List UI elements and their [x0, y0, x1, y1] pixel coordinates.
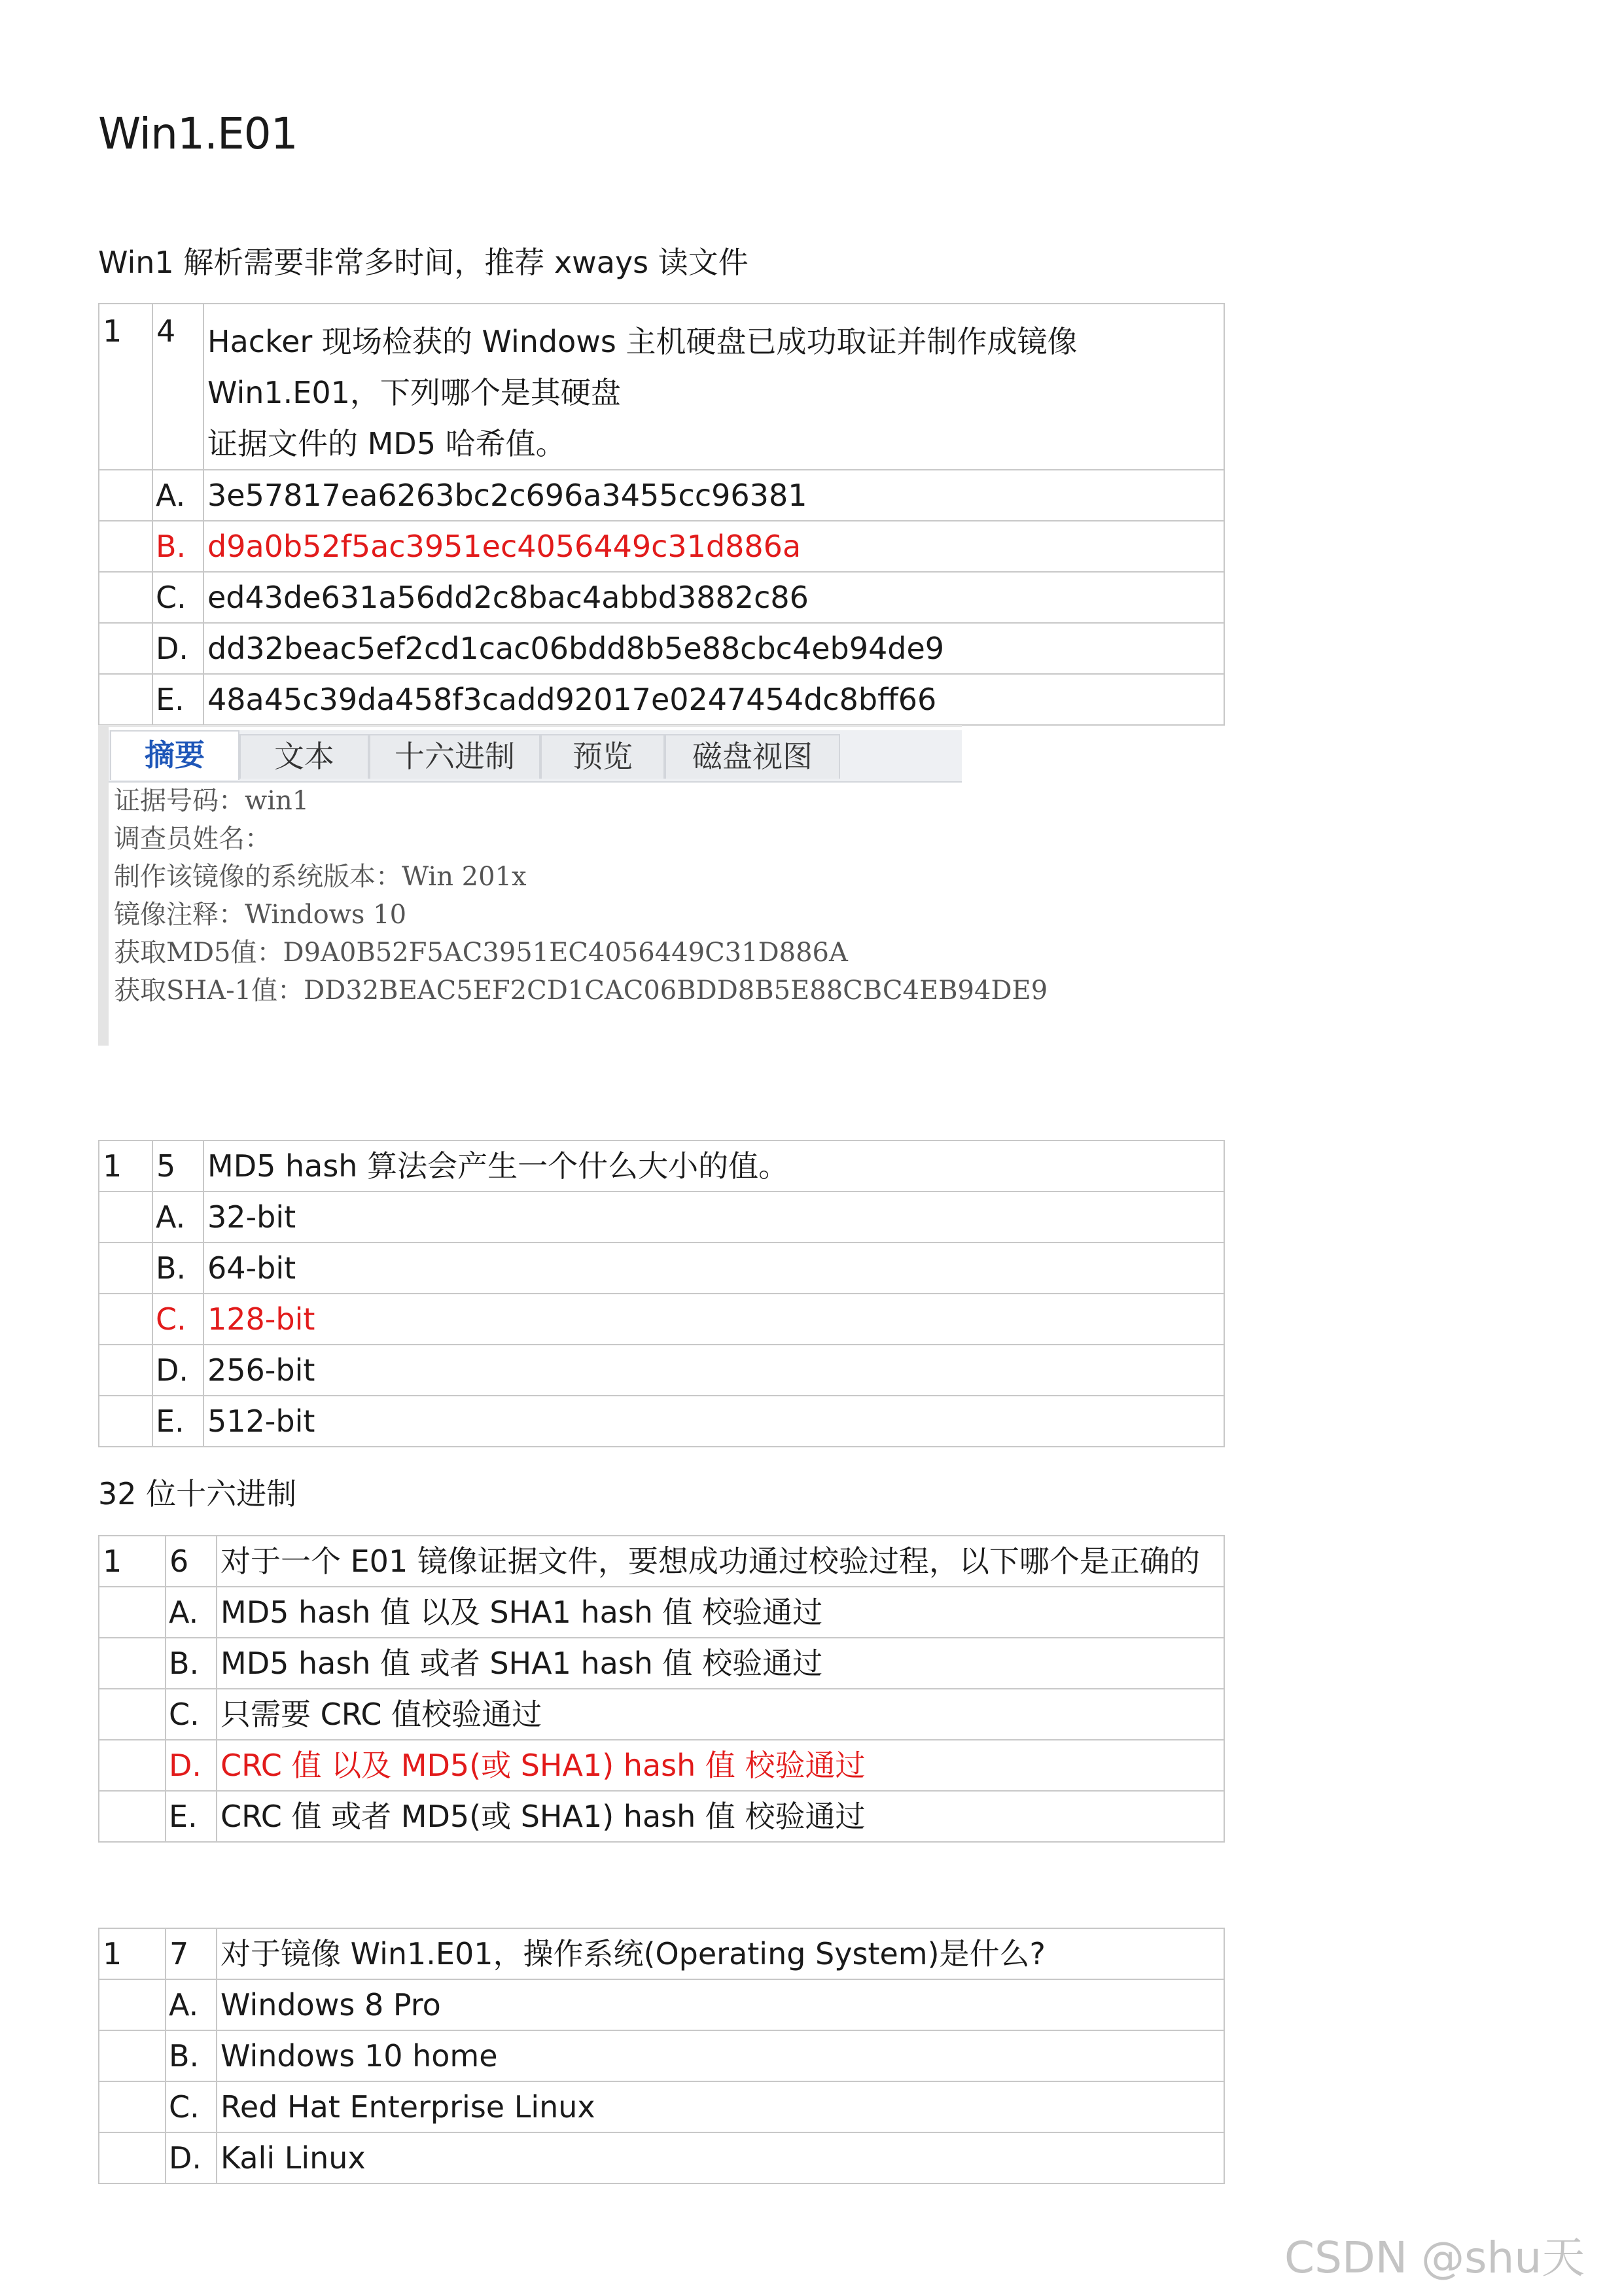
option-text: d9a0b52f5ac3951ec4056449c31d886a: [203, 521, 1224, 572]
option-text: CRC 值 或者 MD5(或 SHA1) hash 值 校验通过: [217, 1791, 1224, 1842]
option-text: 128-bit: [203, 1294, 1224, 1345]
option-label: B.: [152, 521, 203, 572]
csdn-watermark: CSDN @shu天: [1284, 2233, 1585, 2283]
option-row: [99, 674, 1224, 725]
option-row: [99, 1638, 1224, 1689]
option-row: [99, 623, 1224, 674]
option-label: D.: [166, 2132, 217, 2183]
option-row: [99, 2132, 1224, 2183]
option-row: [99, 1192, 1224, 1243]
option-text: dd32beac5ef2cd1cac06bdd8b5e88cbc4eb94de9: [203, 623, 1224, 674]
option-label: E.: [166, 1791, 217, 1842]
option-label: D.: [152, 623, 203, 674]
option-label: A.: [166, 1979, 217, 2030]
option-row: [99, 1979, 1224, 2030]
option-row: [99, 470, 1224, 521]
tab-summary[interactable]: 摘要: [110, 730, 239, 780]
option-row-answer: [99, 1294, 1224, 1345]
option-text: ed43de631a56dd2c8bac4abbd3882c86: [203, 572, 1224, 623]
scrollbar-track: [98, 725, 109, 1046]
option-label: B.: [166, 2030, 217, 2081]
divider: [109, 781, 962, 783]
question-num-b: 5: [152, 1140, 203, 1192]
page-title: Win1.E01: [98, 109, 298, 159]
option-label: E.: [152, 674, 203, 725]
tab-hex[interactable]: 十六进制: [369, 734, 540, 779]
option-label: C.: [152, 572, 203, 623]
option-text: CRC 值 以及 MD5(或 SHA1) hash 值 校验通过: [217, 1740, 1224, 1791]
option-text: 512-bit: [203, 1396, 1224, 1447]
option-row: [99, 1587, 1224, 1638]
option-label: D.: [152, 1345, 203, 1396]
option-label: C.: [152, 1294, 203, 1345]
question-table-17: [98, 1928, 1225, 2184]
option-label: C.: [166, 2081, 217, 2132]
examiner-name: 调查员姓名：: [114, 824, 271, 854]
question-num-a: 1: [99, 304, 152, 470]
option-text: Kali Linux: [217, 2132, 1224, 2183]
sha1-value: 获取SHA-1值：DD32BEAC5EF2CD1CAC06BDD8B5E88CBC4EB94DE9: [114, 976, 1048, 1006]
question-stem: [203, 304, 1224, 470]
intro-text: Win1 解析需要非常多时间，推荐 xways 读文件: [98, 245, 749, 280]
option-text: 只需要 CRC 值校验通过: [217, 1689, 1224, 1740]
option-label: A.: [166, 1587, 217, 1638]
option-row: [99, 1791, 1224, 1842]
stem-line: Hacker 现场检获的 Windows 主机硬盘已成功取证并制作成镜像: [207, 324, 1078, 359]
option-text: 64-bit: [203, 1243, 1224, 1294]
option-row: [99, 1396, 1224, 1447]
stem-line: 证据文件的 MD5 哈希值。: [207, 426, 566, 461]
option-row: [99, 2030, 1224, 2081]
question-num-a: 1: [99, 1928, 166, 1979]
tab-text[interactable]: 文本: [239, 734, 369, 779]
question-stem-row: [99, 1536, 1224, 1587]
option-label: A.: [152, 1192, 203, 1243]
image-notes: 镜像注释：Windows 10: [114, 900, 407, 930]
option-row: [99, 572, 1224, 623]
forensic-tool-screenshot: [98, 725, 1048, 1046]
option-text: MD5 hash 值 以及 SHA1 hash 值 校验通过: [217, 1587, 1224, 1638]
question-num-b: 7: [166, 1928, 217, 1979]
question-stem: 对于一个 E01 镜像证据文件，要想成功通过校验过程，以下哪个是正确的: [217, 1536, 1224, 1587]
option-label: C.: [166, 1689, 217, 1740]
question-num-a: 1: [99, 1536, 166, 1587]
option-label: B.: [152, 1243, 203, 1294]
option-label: D.: [166, 1740, 217, 1791]
option-row-answer: [99, 521, 1224, 572]
acquisition-os: 制作该镜像的系统版本：Win 201x: [114, 862, 527, 892]
note-text: 32 位十六进制: [98, 1476, 297, 1511]
question-stem-row: [99, 1928, 1224, 1979]
question-table-14: [98, 303, 1225, 726]
stem-line: Win1.E01，下列哪个是其硬盘: [207, 375, 621, 410]
option-row-answer: [99, 1740, 1224, 1791]
question-table-16: [98, 1535, 1225, 1843]
option-row: [99, 1243, 1224, 1294]
option-row: [99, 1345, 1224, 1396]
question-table-15: [98, 1140, 1225, 1447]
question-num-a: 1: [99, 1140, 152, 1192]
option-row: [99, 1689, 1224, 1740]
option-label: E.: [152, 1396, 203, 1447]
option-text: Windows 8 Pro: [217, 1979, 1224, 2030]
option-text: 3e57817ea6263bc2c696a3455cc96381: [203, 470, 1224, 521]
option-text: 256-bit: [203, 1345, 1224, 1396]
question-stem: 对于镜像 Win1.E01，操作系统(Operating System)是什么?: [217, 1928, 1224, 1979]
divider: [98, 725, 962, 727]
question-num-b: 6: [166, 1536, 217, 1587]
question-stem-row: [99, 304, 1224, 470]
option-label: A.: [152, 470, 203, 521]
question-stem: MD5 hash 算法会产生一个什么大小的值。: [203, 1140, 1224, 1192]
tab-preview[interactable]: 预览: [540, 734, 665, 779]
tab-disk-view[interactable]: 磁盘视图: [665, 734, 840, 779]
question-num-b: 4: [152, 304, 203, 470]
option-text: 32-bit: [203, 1192, 1224, 1243]
option-row: [99, 2081, 1224, 2132]
md5-value: 获取MD5值：D9A0B52F5AC3951EC4056449C31D886A: [114, 938, 848, 968]
option-text: Windows 10 home: [217, 2030, 1224, 2081]
question-stem-row: [99, 1140, 1224, 1192]
evidence-number: 证据号码：win1: [114, 786, 309, 816]
option-label: B.: [166, 1638, 217, 1689]
option-text: 48a45c39da458f3cadd92017e0247454dc8bff66: [203, 674, 1224, 725]
option-text: MD5 hash 值 或者 SHA1 hash 值 校验通过: [217, 1638, 1224, 1689]
option-text: Red Hat Enterprise Linux: [217, 2081, 1224, 2132]
